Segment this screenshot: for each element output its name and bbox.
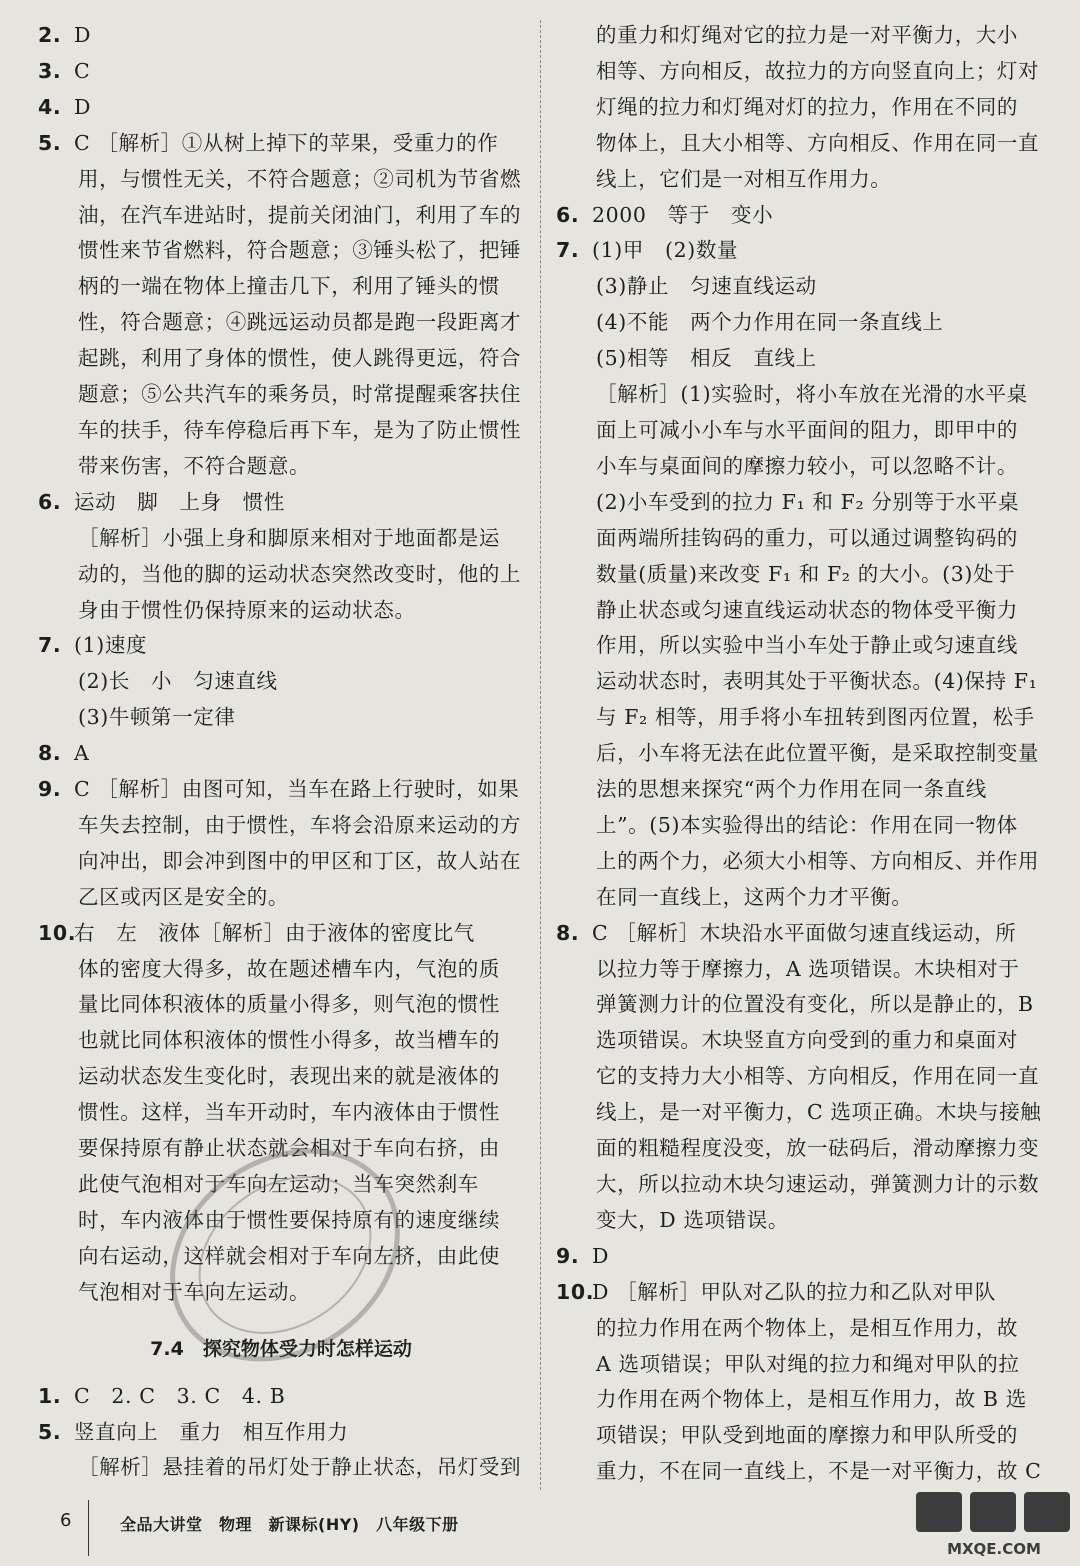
answer-line [556,952,1048,988]
answer-line [556,772,1048,808]
question-line [556,1239,1048,1275]
answer-text: 线上，它们是一对相互作用力。 [596,166,892,191]
question-line [38,485,524,521]
answer-text: 体的密度大得多，故在题述槽车内，气泡的质 [78,956,500,981]
answer-line [556,1347,1048,1383]
answer-line [38,952,524,988]
footer-rule [88,1500,89,1556]
answer-text: 也就比同体积液体的惯性小得多，故当槽车的 [78,1028,500,1053]
answer-text: 量比同体积液体的质量小得多，则气泡的惯性 [78,992,500,1017]
answer-line [38,233,524,269]
answer-line [38,1167,524,1203]
answer-text: (2)长 小 匀速直线 [78,669,278,694]
answer-line [556,413,1048,449]
question-number: 1. [38,1383,62,1408]
site-watermark-logo [914,1488,1074,1562]
answer-text: C ［解析］由图可知，当车在路上行驶时，如果 [74,777,520,802]
answer-line [556,736,1048,772]
answer-line [556,449,1048,485]
question-line [38,628,524,664]
answer-line [556,162,1048,198]
answer-line [556,1418,1048,1454]
answer-text: 它的支持力大小相等、方向相反，作用在同一直 [596,1064,1040,1089]
answer-text: 此使气泡相对于车向左运动；当车突然刹车 [78,1172,479,1196]
answer-text: 在同一直线上，这两个力才平衡。 [596,884,913,909]
answer-text: (1)甲 (2)数量 [592,238,739,263]
answer-text: 物体上，且大小相等、方向相反、作用在同一直 [596,130,1040,155]
answer-line [38,844,524,880]
answer-text: 油，在汽车进站时，提前关闭油门，利用了车的 [78,202,522,227]
answer-line [556,269,1048,305]
answer-line [556,521,1048,557]
answer-line [556,1454,1048,1490]
answer-text: 大，所以拉动木块匀速运动，弹簧测力计的示数 [596,1172,1040,1196]
question-line [556,1275,1048,1311]
answer-text: 变大，D 选项错误。 [596,1207,789,1232]
answer-line [38,1059,524,1095]
question-number: 4. [38,94,62,119]
answer-line [38,1023,524,1059]
answer-line [556,593,1048,629]
answer-line [556,126,1048,162]
answer-text: 起跳，利用了身体的惯性，使人跳得更远，符合 [78,346,522,371]
answer-line [556,377,1048,413]
answer-line [556,987,1048,1023]
answer-text: (3)牛顿第一定律 [78,705,236,730]
answer-line [38,808,524,844]
answer-line [38,1450,524,1486]
answer-text: A 选项错误；甲队对绳的拉力和绳对甲队的拉 [596,1351,1020,1376]
answer-text: 数量(质量)来改变 F₁ 和 F₂ 的大小。(3)处于 [596,561,1016,586]
answer-text: 向右运动，这样就会相对于车向左挤，由此使 [78,1243,500,1268]
answer-line [38,593,524,629]
answer-text: 面两端所挂钩码的重力，可以通过调整钩码的 [596,525,1018,550]
answer-line [556,485,1048,521]
answer-text: 时，车内液体由于惯性要保持原有的速度继续 [78,1207,500,1232]
question-line [38,18,524,54]
answer-text: 车的扶手，待车停稳后再下车，是为了防止惯性 [78,417,522,442]
book-info: 全品大讲堂 物理 新课标(HY) 八年级下册 [120,1515,459,1534]
answer-text: 以拉力等于摩擦力，A 选项错误。木块相对于 [596,956,1020,981]
answer-text: 后，小车将无法在此位置平衡，是采取控制变量 [596,741,1040,766]
question-number: 6. [38,489,62,514]
answer-text: ［解析］小强上身和脚原来相对于地面都是运 [78,525,500,550]
answer-text: 的拉力作用在两个物体上，是相互作用力，故 [596,1315,1018,1340]
answer-line [38,1275,524,1311]
answer-text: 题意；⑤公共汽车的乘务员，时常提醒乘客扶住 [78,382,522,407]
question-number: 7. [38,633,62,658]
answer-text: 运动 脚 上身 惯性 [74,489,285,514]
question-number: 8. [556,920,580,945]
answer-text: 身由于惯性仍保持原来的运动状态。 [78,597,416,622]
answer-text: C ［解析］木块沿水平面做匀速直线运动，所 [592,920,1017,945]
answer-line [38,449,524,485]
answer-text: 相等、方向相反，故拉力的方向竖直向上；灯对 [596,58,1040,83]
answer-line [38,269,524,305]
answer-line [38,880,524,916]
answer-text: 右 左 液体［解析］由于液体的密度比气 [74,920,475,945]
answer-text: 法的思想来探究“两个力作用在同一条直线 [596,777,987,802]
answer-line [38,987,524,1023]
answer-line [38,162,524,198]
answer-text: C 2. C 3. C 4. B [74,1383,286,1408]
answer-text: 面上可减小小车与水平面间的阻力，即甲中的 [596,417,1018,442]
answer-text: 上”。(5)本实验得出的结论：作用在同一物体 [596,812,1018,837]
answer-line [38,1131,524,1167]
answer-line [556,628,1048,664]
answer-text: 带来伤害，不符合题意。 [78,453,311,478]
answer-line [556,1095,1048,1131]
answer-line [38,1203,524,1239]
question-line [556,916,1048,952]
answer-text: 气泡相对于车向左运动。 [78,1279,311,1304]
answer-text: (5)相等 相反 直线上 [596,346,817,371]
answer-text: (4)不能 两个力作用在同一条直线上 [596,310,944,335]
answer-line [38,521,524,557]
answer-text: (3)静止 匀速直线运动 [596,274,817,299]
answer-line [556,808,1048,844]
question-number: 9. [38,777,62,802]
question-line [38,772,524,808]
answer-text: C [74,58,91,83]
question-number: 9. [556,1243,580,1268]
answer-line [556,1311,1048,1347]
answer-text: ［解析］(1)实验时，将小车放在光滑的水平桌 [596,382,1028,407]
answer-line [556,1382,1048,1418]
answer-line [556,90,1048,126]
answer-line [38,305,524,341]
answer-text: 运动状态时，表明其处于平衡状态。(4)保持 F₁ [596,669,1038,694]
answer-text: 力作用在两个物体上，是相互作用力，故 B 选 [596,1387,1027,1412]
answer-line [38,198,524,234]
question-number: 10. [38,920,77,945]
answer-text: 要保持原有静止状态就会相对于车向右挤，由 [78,1136,500,1161]
answer-text: 项错误；甲队受到地面的摩擦力和甲队所受的 [596,1423,1018,1448]
answer-text: 车失去控制，由于惯性，车将会沿原来运动的方 [78,812,522,837]
answer-text: (2)小车受到的拉力 F₁ 和 F₂ 分别等于水平桌 [596,489,1020,514]
answer-text: 的重力和灯绳对它的拉力是一对平衡力，大小 [596,23,1018,47]
question-line [556,233,1048,269]
answer-text: 弹簧测力计的位置没有变化，所以是静止的，B [596,992,1034,1017]
answer-text: C ［解析］①从树上掉下的苹果，受重力的作 [74,130,499,155]
answer-text: 上的两个力，必须大小相等、方向相反、并作用 [596,848,1040,873]
question-line [38,916,524,952]
answer-line [556,1131,1048,1167]
answer-text: 灯绳的拉力和灯绳对灯的拉力，作用在不同的 [596,94,1018,119]
answer-text: 竖直向上 重力 相互作用力 [74,1419,349,1444]
answer-text: D [592,1243,610,1268]
page-number: 6 [60,1510,72,1531]
answer-line [556,1203,1048,1239]
answer-text: 选项错误。木块竖直方向受到的重力和桌面对 [596,1028,1018,1053]
answer-text: (1)速度 [74,633,148,658]
answer-text: 性，符合题意；④跳远运动员都是跑一段距离才 [78,310,522,335]
question-line [38,54,524,90]
answer-text: D [74,23,92,47]
answer-line [556,305,1048,341]
watermark-sub: MXQE.COM [947,1540,1041,1558]
question-line [38,736,524,772]
answer-text: A [74,741,90,766]
question-number: 6. [556,202,580,227]
answer-text: 静止状态或匀速直线运动状态的物体受平衡力 [596,597,1018,622]
answer-text: 动的，当他的脚的运动状态突然改变时，他的上 [78,561,522,586]
answer-text: ［解析］悬挂着的吊灯处于静止状态，吊灯受到 [78,1455,522,1480]
question-number: 7. [556,238,580,263]
answer-text: 面的粗糙程度没变，放一砝码后，滑动摩擦力变 [596,1136,1040,1161]
answer-text: 2000 等于 变小 [592,202,774,227]
answer-line [38,341,524,377]
question-line [38,126,524,162]
answer-line [556,18,1048,54]
answer-text: 线上，是一对平衡力，C 选项正确。木块与接触 [596,1100,1042,1125]
answer-line [556,700,1048,736]
answer-line [556,1059,1048,1095]
left-column [38,18,524,1486]
answer-text: D [74,94,92,119]
question-number: 5. [38,1419,62,1444]
answer-line [38,1095,524,1131]
answer-line [556,341,1048,377]
answer-line [556,1023,1048,1059]
answer-text: 与 F₂ 相等，用手将小车扭转到图丙位置，松手 [596,705,1035,730]
question-number: 5. [38,130,62,155]
answer-line [38,664,524,700]
answer-text: 向冲出，即会冲到图中的甲区和丁区，故人站在 [78,848,522,873]
answer-line [556,1167,1048,1203]
answer-line [556,557,1048,593]
question-line [38,90,524,126]
answer-line [556,664,1048,700]
answer-line [38,377,524,413]
answer-line [38,700,524,736]
question-line [556,198,1048,234]
question-number: 8. [38,741,62,766]
answer-line [556,844,1048,880]
answer-line [556,880,1048,916]
answer-text: 柄的一端在物体上撞击几下，利用了锤头的惯 [78,274,500,299]
answer-text: 用，与惯性无关，不符合题意；②司机为节省燃 [78,166,522,191]
column-divider [540,20,541,1490]
answer-line [38,557,524,593]
answer-line [556,54,1048,90]
question-line [38,1415,524,1451]
answer-text: 乙区或丙区是安全的。 [78,884,289,909]
answer-text: 小车与桌面间的摩擦力较小，可以忽略不计。 [596,453,1018,478]
answer-text: 运动状态发生变化时，表现出来的就是液体的 [78,1064,500,1089]
answer-text: D ［解析］甲队对乙队的拉力和乙队对甲队 [592,1279,996,1304]
answer-line [38,1239,524,1275]
answer-text: 惯性来节省燃料，符合题意；③锤头松了，把锤 [78,238,522,263]
answer-text: 作用，所以实验中当小车处于静止或匀速直线 [596,633,1018,658]
section-heading: 7.4 探究物体受力时怎样运动 [150,1337,412,1360]
answer-text: 惯性。这样，当车开动时，车内液体由于惯性 [78,1100,500,1125]
question-number: 2. [38,23,62,47]
question-number: 10. [556,1279,595,1304]
question-line [38,1379,524,1415]
answer-line [38,413,524,449]
right-column [556,18,1048,1490]
answer-text: 重力，不在同一直线上，不是一对平衡力，故 C [596,1459,1042,1484]
question-number: 3. [38,58,62,83]
